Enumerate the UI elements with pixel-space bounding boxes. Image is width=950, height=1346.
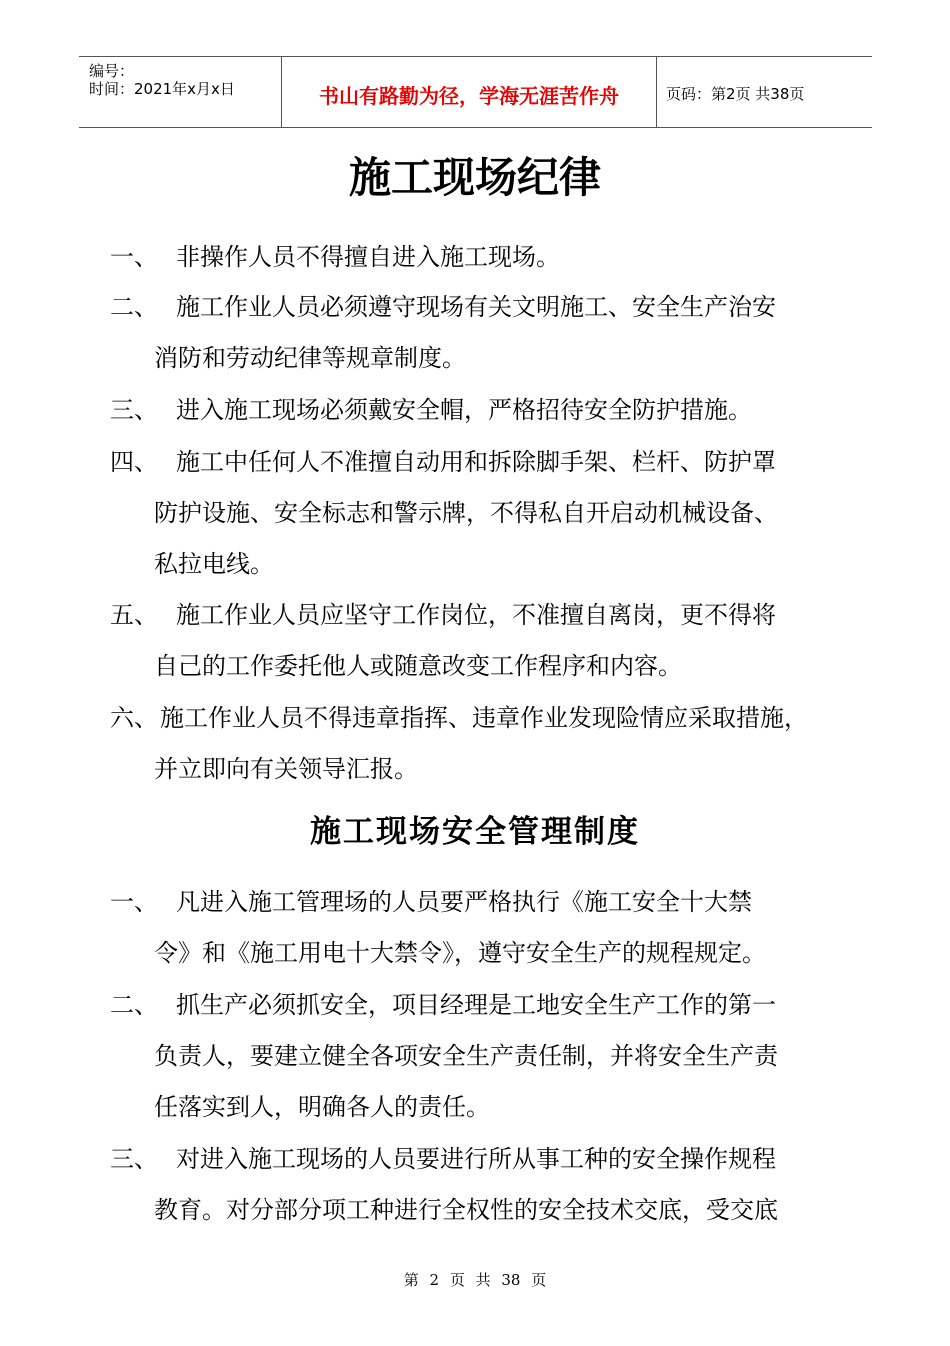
paragraph-line bbox=[154, 496, 778, 530]
paragraph-line bbox=[110, 445, 776, 479]
paragraph-line bbox=[110, 1142, 776, 1176]
paragraph-line bbox=[154, 1039, 778, 1073]
page-header bbox=[79, 56, 872, 128]
header-page-info: 页码：第2页 共38页 bbox=[666, 85, 805, 103]
item-text: 非操作人员不得擅自进入施工现场。 bbox=[176, 243, 560, 271]
paragraph-line bbox=[110, 240, 560, 274]
item-text: 自己的工作委托他人或随意改变工作程序和内容。 bbox=[154, 652, 682, 680]
item-number: 二、 bbox=[110, 991, 158, 1019]
paragraph-line bbox=[154, 547, 274, 581]
item-number: 三、 bbox=[110, 1145, 158, 1173]
item-text: 令》和《施工用电十大禁令》，遵守安全生产的规程规定。 bbox=[154, 939, 766, 967]
item-text: 施工作业人员应坚守工作岗位，不准擅自离岗，更不得将 bbox=[176, 601, 776, 629]
item-text: 消防和劳动纪律等规章制度。 bbox=[154, 344, 466, 372]
document-code-label: 编号： bbox=[89, 62, 135, 80]
paragraph-line bbox=[110, 393, 752, 427]
item-text: 并立即向有关领导汇报。 bbox=[154, 755, 418, 783]
item-text: 凡进入施工管理场的人员要严格执行《施工安全十大禁 bbox=[176, 888, 752, 916]
item-number: 二、 bbox=[110, 293, 158, 321]
item-text: 抓生产必须抓安全，项目经理是工地安全生产工作的第一 bbox=[176, 991, 776, 1019]
paragraph-line bbox=[154, 1090, 490, 1124]
item-number: 一、 bbox=[110, 888, 158, 916]
paragraph-line bbox=[154, 341, 466, 375]
header-motto-cell bbox=[281, 57, 657, 127]
item-text: 负责人，要建立健全各项安全生产责任制，并将安全生产责 bbox=[154, 1042, 778, 1070]
item-number: 一、 bbox=[110, 243, 158, 271]
item-text: 对进入施工现场的人员要进行所从事工种的安全操作规程 bbox=[176, 1145, 776, 1173]
item-text: 施工作业人员必须遵守现场有关文明施工、安全生产治安 bbox=[176, 293, 776, 321]
section-title-safety-management: 施工现场安全管理制度 bbox=[310, 814, 640, 850]
item-text: 施工作业人员不得违章指挥、违章作业发现险情应采取措施， bbox=[160, 704, 808, 732]
header-page-cell bbox=[656, 57, 872, 127]
paragraph-line bbox=[154, 649, 682, 683]
paragraph-line bbox=[154, 936, 766, 970]
paragraph-line bbox=[110, 885, 752, 919]
paragraph-line bbox=[110, 290, 776, 324]
paragraph-line bbox=[110, 598, 776, 632]
section-title-discipline: 施工现场纪律 bbox=[348, 153, 601, 202]
item-number: 三、 bbox=[110, 396, 158, 424]
header-motto: 书山有路勤为径，学海无涯苦作舟 bbox=[319, 84, 619, 108]
item-text: 私拉电线。 bbox=[154, 550, 274, 578]
item-text: 进入施工现场必须戴安全帽，严格招待安全防护措施。 bbox=[176, 396, 752, 424]
item-text: 教育。对分部分项工种进行全权性的安全技术交底，受交底 bbox=[154, 1196, 778, 1224]
item-text: 施工中任何人不准擅自动用和拆除脚手架、栏杆、防护罩 bbox=[176, 448, 776, 476]
document-time-label: 时间：2021年x月x日 bbox=[89, 80, 235, 98]
item-text: 防护设施、安全标志和警示牌，不得私自开启动机械设备、 bbox=[154, 499, 778, 527]
item-number: 五、 bbox=[110, 601, 158, 629]
paragraph-line bbox=[154, 1193, 778, 1227]
page-footer: 第 2 页 共 38 页 bbox=[403, 1271, 547, 1289]
paragraph-line bbox=[154, 752, 418, 786]
item-text: 任落实到人，明确各人的责任。 bbox=[154, 1093, 490, 1121]
paragraph-line bbox=[110, 988, 776, 1022]
item-number: 六、 bbox=[110, 704, 158, 732]
header-meta-cell bbox=[79, 57, 281, 127]
paragraph-line bbox=[110, 701, 808, 735]
item-number: 四、 bbox=[110, 448, 158, 476]
